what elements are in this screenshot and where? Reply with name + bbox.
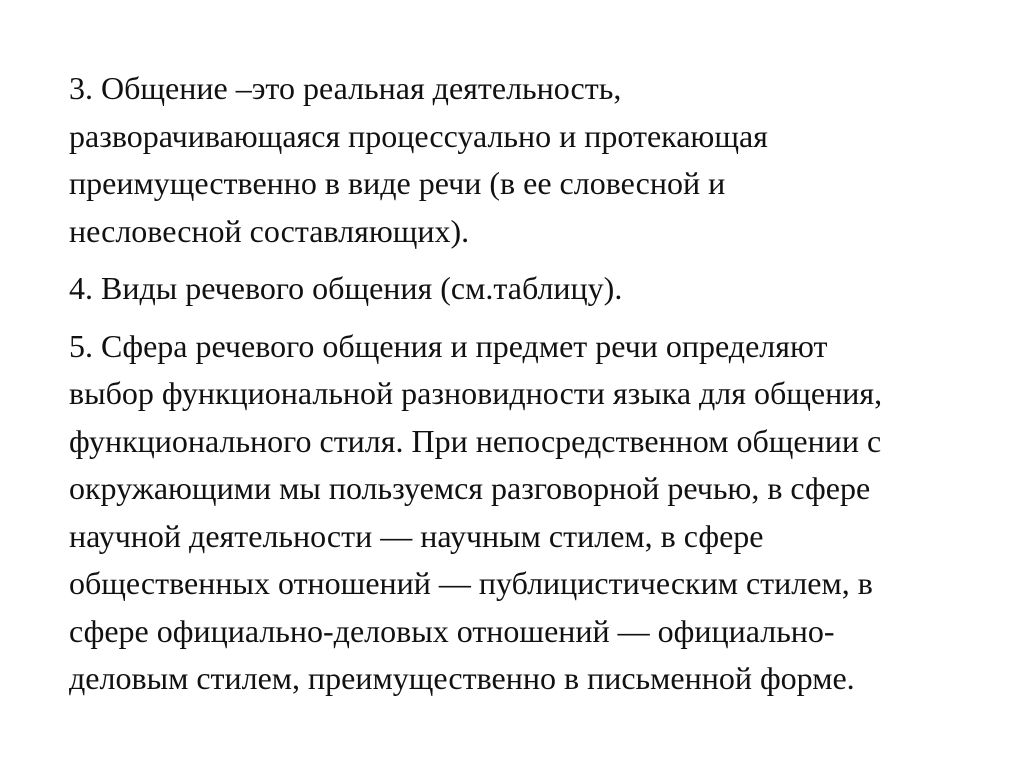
paragraph-5-speech-sphere: 5. Сфера речевого общения и предмет речи определяют выбор функциональной разновидности языка для общения, функционального стиля. При непосредственном общении с окружающими мы пользуемся разговорной речью, в сфере научной деятельности — научным стилем, в сфере общественных отношений — публицистическим стилем, в сфере официально-деловых отношений — официально- деловым стилем, преимущественно в письменной форме.: [69, 327, 883, 696]
paragraph-3-communication-definition: 3. Общение –это реальная деятельность, разворачивающаяся процессуально и протекающая преимущественно в виде речи (в ее словесной и несловесной составляющих).: [69, 70, 768, 249]
slide-content: [69, 65, 999, 703]
paragraph-4-speech-types: 4. Виды речевого общения (см.таблицу).: [69, 270, 623, 306]
